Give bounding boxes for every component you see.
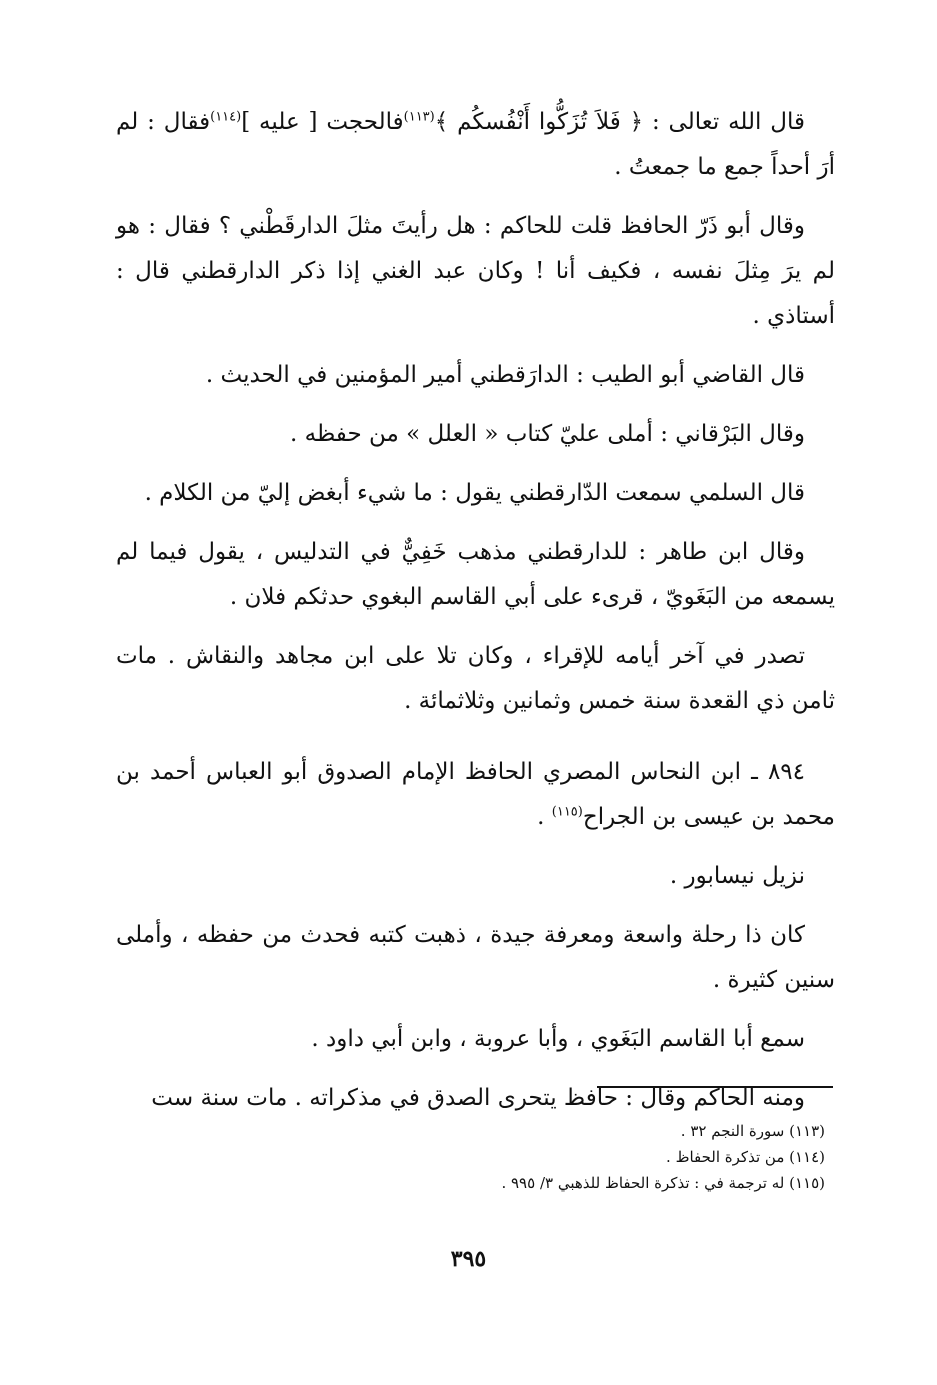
main-text [116,100,835,1135]
page-number: ٣٩٥ [450,1246,487,1272]
verse-continuation: فالحجت [ عليه ] [241,109,404,135]
paragraph-quran-verse [116,100,835,190]
paragraph-death-date: تصدر في آخر أيامه للإقراء ، وكان تلا على ابن مجاهد والنقاش . مات ثامن ذي القعدة سنة خمس وثمانين وثلاثمائة . [116,643,835,714]
entry-heading-894 [116,750,835,840]
paragraph-qadi-abu-tayyib: قال القاضي أبو الطيب : الدارَقطني أمير المؤمنين في الحديث . [205,362,805,388]
footnote-115: (١١٥) له ترجمة في : تذكرة الحفاظ للذهبي ٣/ ٩٩٥ . [501,1174,825,1192]
paragraph-abu-dharr: وقال أبو ذَرّ الحافظ قلت للحاكم : هل رأيتَ مثلَ الدارقَطْني ؟ فقال : هو لم يرَ مِثلَ نفسه ، فكيف أنا ! وكان عبد الغني إذا ذكر الدارقطني قال : أستاذي . [116,213,835,329]
footnote-ref-114[interactable]: (١١٤) [210,109,242,125]
verse-continuation-end: فقال : لم أرَ أحداً جمع ما جمعتُ . [116,109,835,180]
paragraph-barqani: وقال البَرْقاني : أملى عليّ كتاب « العلل » من حفظه . [289,421,805,447]
paragraph-travels: كان ذا رحلة واسعة ومعرفة جيدة ، ذهبت كتبه فحدث من حفظه ، وأملى سنين كثيرة . [116,922,835,993]
verse-text: قال الله تعالى : ﴿ فَلاَ تُزَكُّوا أَنْفُسكُم ﴾ [434,109,805,135]
entry-title: ٨٩٤ ـ ابن النحاس المصري الحافظ الإمام الصدوق أبو العباس أحمد بن محمد بن عيسى بن الجراح [116,759,835,830]
footnote-114: (١١٤) من تذكرة الحفاظ . [666,1148,825,1166]
paragraph-residence: نزيل نيسابور . [669,863,805,889]
paragraph-ibn-tahir: وقال ابن طاهر : للدارقطني مذهب خَفِيٌّ في التدليس ، يقول فيما لم يسمعه من البَغَويّ ، قرىء على أبي القاسم البغوي حدثكم فلان . [116,539,835,610]
paragraph-sulami: قال السلمي سمعت الدّارقطني يقول : ما شيء أبغض إليّ من الكلام . [144,480,805,506]
paragraph-students: ومنه الحاكم وقال : حافظ يتحرى الصدق في مذكراته . مات سنة ست [151,1085,805,1111]
entry-title-end: . [537,804,552,830]
footnote-divider [597,1086,833,1088]
paragraph-teachers: سمع أبا القاسم البَغَوي ، وأبا عروبة ، وابن أبي داود . [311,1026,805,1052]
footnote-113: (١١٣) سورة النجم ٣٢ . [680,1122,825,1140]
footnotes [116,1118,825,1196]
footnote-ref-113[interactable]: (١١٣) [403,109,435,125]
footnote-ref-115[interactable]: (١١٥) [551,804,583,820]
